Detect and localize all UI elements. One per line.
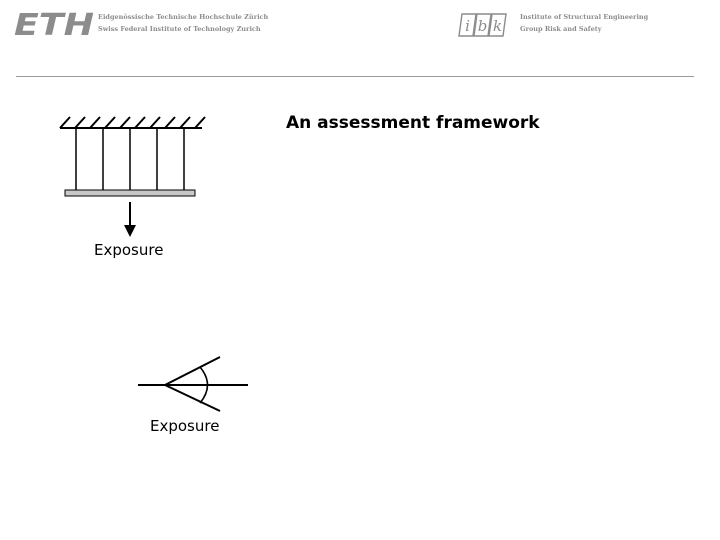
ceiling-hatching [60,117,205,128]
slide-title: An assessment framework [286,113,540,133]
lower-strut [165,385,220,411]
eth-name-english: Swiss Federal Institute of Technology Zurich [98,25,261,33]
eth-logo [14,10,96,38]
ibk-letter-k: k [492,17,503,35]
exposure-label-2: Exposure [150,417,220,435]
eth-name-german: Eidgenössische Technische Hochschule Zürich [98,13,269,21]
hanging-cables [76,128,184,190]
ibk-logo [458,12,508,38]
suspended-system-diagram [55,110,215,240]
ibk-group-name: Group Risk and Safety [520,25,602,33]
ibk-letter-i: i [465,17,470,35]
eth-logo-text: ETH [14,10,94,38]
exposure-arrow-icon [124,225,136,237]
ibk-letter-b: b [477,17,488,35]
upper-strut [165,357,220,385]
header-divider [16,76,694,77]
exposure-label-1: Exposure [94,241,164,259]
wedge-joint-diagram [135,352,251,412]
suspended-beam [65,190,195,196]
ibk-institute-name: Institute of Structural Engineering [520,13,649,21]
